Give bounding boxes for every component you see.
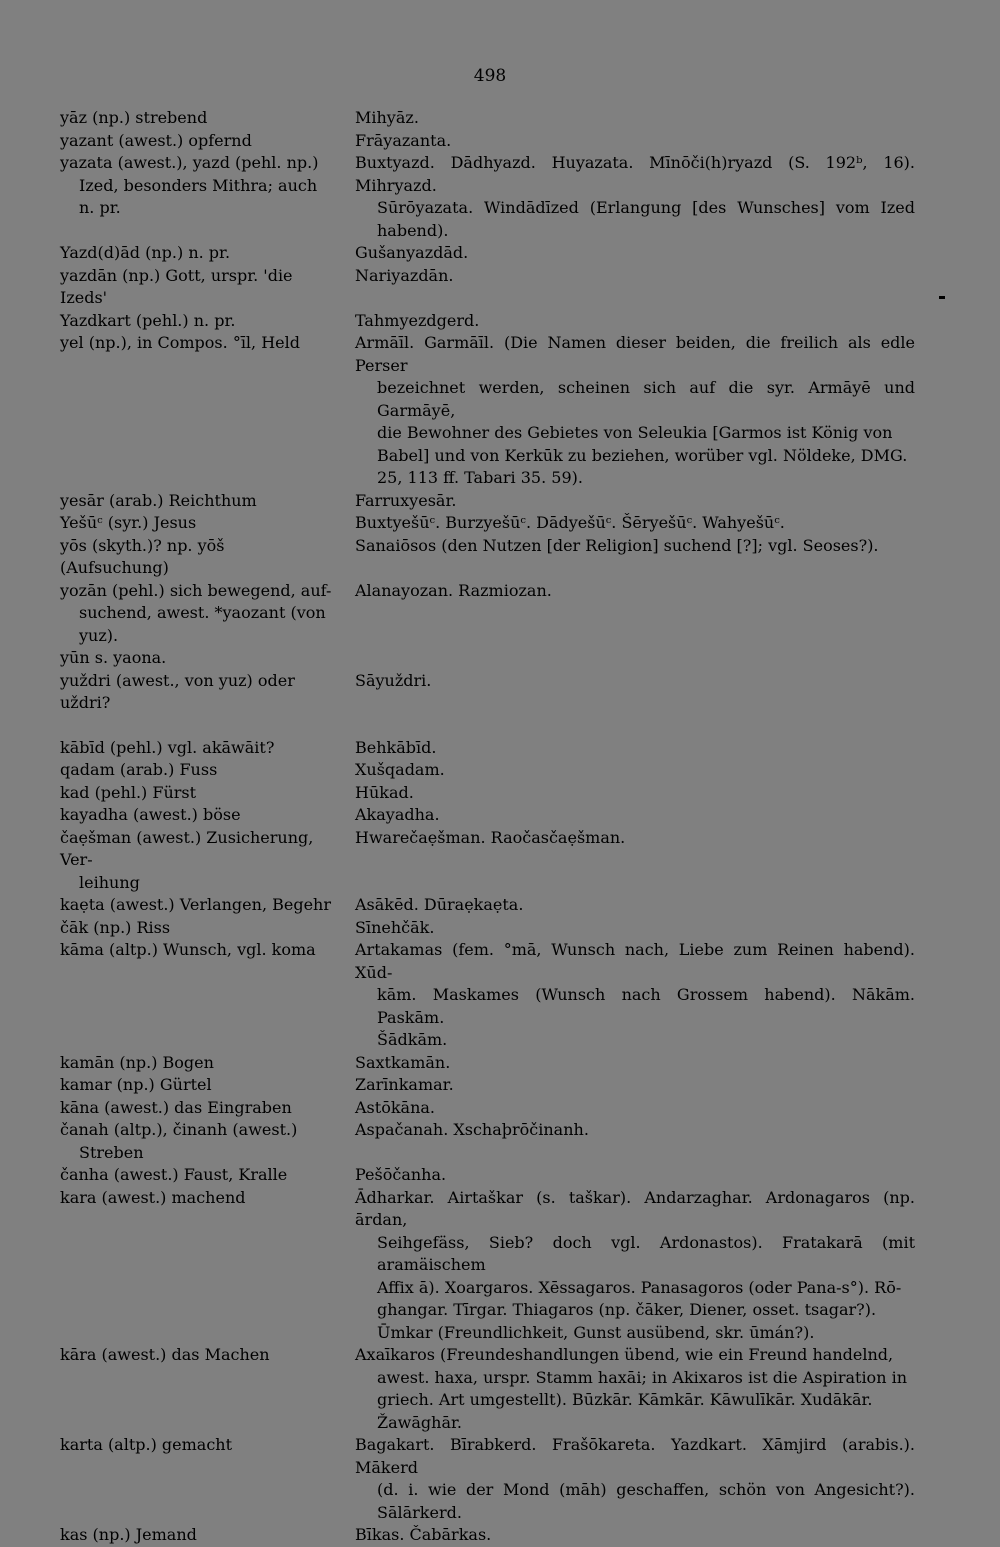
entry-lemma <box>60 310 332 333</box>
names-line: Artakamas (fem. °mā, Wunsch nach, Liebe zum Reinen habend). Xūd- <box>355 940 915 982</box>
names-line: Zarīnkamar. <box>355 1075 454 1094</box>
entry-lemma <box>60 647 332 670</box>
lemma-line: kara (awest.) machend <box>60 1187 246 1207</box>
names-line: Pešōčanha. <box>355 1165 447 1184</box>
entry-names <box>355 1187 915 1345</box>
entry-lemma <box>60 1097 332 1120</box>
entry-lemma <box>60 265 332 310</box>
lemma-line: čanha (awest.) Faust, Kralle <box>60 1165 288 1184</box>
names-line: Affix ā). Xoargaros. Xēssagaros. Panasagoros (oder Pana-s°). Rō- <box>377 1277 902 1297</box>
entry-names <box>355 917 915 940</box>
lemma-line: yuždri (awest., von yuz) oder uždri? <box>60 670 295 712</box>
names-line: Žawāghār. <box>377 1412 462 1432</box>
names-line: Bagakart. Bīrabkerd. Frašōkareta. Yazdkart. Xāmjird (arabis.). Mākerd <box>355 1435 915 1477</box>
entry-names <box>355 490 915 513</box>
names-line: Sūrōyazata. Windādīzed (Erlangung [des Wunsches] vom Ized habend). <box>377 198 915 240</box>
entry-row <box>60 1344 930 1434</box>
entry-names <box>355 804 915 827</box>
lemma-line: kamar (np.) Gürtel <box>60 1075 212 1094</box>
names-line: Hūkad. <box>355 782 414 802</box>
entry-row <box>60 1097 930 1120</box>
entry-row <box>60 917 930 940</box>
lemma-line: kas (np.) Jemand <box>60 1525 197 1544</box>
names-line: awest. haxa, urspr. Stamm haxāi; in Akixaros ist die Aspiration in <box>377 1367 907 1387</box>
entry-lemma <box>60 827 332 895</box>
entry-lemma <box>60 107 332 130</box>
entry-row <box>60 580 930 648</box>
entry-row <box>60 242 930 265</box>
lemma-line: kāma (altp.) Wunsch, vgl. koma <box>60 940 316 959</box>
entry-row <box>60 827 930 895</box>
names-line: ghangar. Tīrgar. Thiagaros (np. čāker, Diener, osset. tsagar?). <box>377 1300 877 1319</box>
entry-lemma <box>60 580 332 648</box>
entry-names <box>355 1524 915 1547</box>
entry-names <box>355 265 915 288</box>
lemma-line: Streben <box>79 1142 144 1162</box>
lemma-line: qadam (arab.) Fuss <box>60 760 218 779</box>
entry-names <box>355 1164 915 1187</box>
names-line: Aspačanah. Xschaþrōčinanh. <box>355 1120 589 1139</box>
entry-lemma <box>60 1344 332 1367</box>
entry-row <box>60 670 930 715</box>
names-line: Farruxyesār. <box>355 490 457 510</box>
entry-lemma <box>60 759 332 782</box>
entry-lemma <box>60 152 332 220</box>
entry-row <box>60 130 930 153</box>
names-line: Sanaiōsos (den Nutzen [der Religion] suchend [?]; vgl. Seoses?). <box>355 535 879 555</box>
page-number: 498 <box>473 66 507 86</box>
names-line: Ādharkar. Airtaškar (s. taškar). Andarzaghar. Ardonagaros (np. ārdan, <box>355 1187 915 1229</box>
entry-lemma <box>60 1434 332 1457</box>
names-line: Bīkas. Čabārkas. <box>355 1525 492 1544</box>
entry-row <box>60 1074 930 1097</box>
entry-names <box>355 1074 915 1097</box>
lemma-line: yozān (pehl.) sich bewegend, auf- <box>60 580 332 600</box>
entry-names <box>355 670 915 693</box>
names-line: Buxtyešūᶜ. Burzyešūᶜ. Dādyešūᶜ. Šēryešūᶜ. Wahyešūᶜ. <box>355 513 785 532</box>
entry-names <box>355 894 915 917</box>
entry-row <box>60 332 930 490</box>
lemma-line: yel (np.), in Compos. °īl, Held <box>60 333 300 352</box>
entry-lemma <box>60 670 332 715</box>
names-line: kām. Maskames (Wunsch nach Grossem habend). Nākām. Paskām. <box>377 985 915 1027</box>
entry-row <box>60 512 930 535</box>
entry-lemma <box>60 242 332 265</box>
entry-lemma <box>60 782 332 805</box>
names-line: Armāīl. Garmāīl. (Die Namen dieser beiden, die freilich als edle Perser <box>355 333 915 375</box>
entry-names <box>355 152 915 242</box>
entry-names <box>355 759 915 782</box>
names-line: Buxtyazd. Dādhyazd. Huyazata. Mīnōči(h)ryazd (S. 192ᵇ, 16). Mihryazd. <box>355 153 915 195</box>
names-line: Sāyuždri. <box>355 670 432 690</box>
lemma-line: suchend, awest. *yaozant (von <box>79 603 326 622</box>
names-line: Saxtkamān. <box>355 1052 451 1072</box>
entry-names <box>355 1119 915 1142</box>
entry-row <box>60 759 930 782</box>
entry-names <box>355 242 915 265</box>
entry-row <box>60 1164 930 1187</box>
entry-row <box>60 647 930 670</box>
lemma-line: kayadha (awest.) böse <box>60 805 241 824</box>
lemma-line: yuz). <box>79 625 119 645</box>
entry-row <box>60 1187 930 1345</box>
entry-lemma <box>60 804 332 827</box>
names-line: Šādkām. <box>377 1030 448 1049</box>
entry-names <box>355 332 915 490</box>
names-line: Frāyazanta. <box>355 130 452 150</box>
lemma-line: yazant (awest.) opfernd <box>60 130 252 150</box>
lemma-line: Yazdkart (pehl.) n. pr. <box>60 310 236 330</box>
entry-lemma <box>60 1524 332 1547</box>
entry-row <box>60 737 930 760</box>
entry-lemma <box>60 535 332 580</box>
entry-row <box>60 490 930 513</box>
entry-lemma <box>60 332 332 355</box>
entry-lemma <box>60 130 332 153</box>
names-line: griech. Art umgestellt). Būzkār. Kāmkār. Kāwulīkār. Xudākār. <box>377 1390 873 1409</box>
lemma-line: čanah (altp.), činanh (awest.) <box>60 1120 298 1139</box>
entry-row <box>60 152 930 242</box>
names-line: Alanayozan. Razmiozan. <box>355 580 552 600</box>
entry-row <box>60 804 930 827</box>
names-line: Sīnehčāk. <box>355 917 435 937</box>
entry-lemma <box>60 894 332 917</box>
entry-row <box>60 1524 930 1547</box>
entry-names <box>355 782 915 805</box>
entry-row <box>60 310 930 333</box>
entry-row <box>60 894 930 917</box>
lemma-line: yāz (np.) strebend <box>60 108 208 127</box>
names-line: 25, 113 ff. Tabari 35. 59). <box>377 468 583 487</box>
names-line: Gušanyazdād. <box>355 243 469 262</box>
entry-names <box>355 1052 915 1075</box>
entry-lemma <box>60 512 332 535</box>
lemma-line: yesār (arab.) Reichthum <box>60 490 257 510</box>
entry-row <box>60 265 930 310</box>
margin-mark <box>939 296 945 299</box>
entry-row <box>60 107 930 130</box>
names-line: Tahmyezdgerd. <box>355 310 480 330</box>
names-line: Astōkāna. <box>355 1097 435 1117</box>
entry-names <box>355 107 915 130</box>
entry-row <box>60 939 930 1052</box>
entry-lemma <box>60 490 332 513</box>
names-line: Nariyazdān. <box>355 265 454 285</box>
names-line: Xušqadam. <box>355 760 445 779</box>
names-line: die Bewohner des Gebietes von Seleukia [Garmos ist König von <box>377 423 893 442</box>
names-line: Axaīkaros (Freundeshandlungen übend, wie ein Freund handelnd, <box>355 1345 894 1364</box>
names-line: (d. i. wie der Mond (māh) geschaffen, schön von Angesicht?). Sālārkerd. <box>377 1480 915 1522</box>
entry-names <box>355 827 915 850</box>
entry-names <box>355 310 915 333</box>
names-line: Seihgefäss, Sieb? doch vgl. Ardonastos). Fratakarā (mit aramäischem <box>377 1232 915 1274</box>
entry-names <box>355 535 915 558</box>
names-line: Hwarečaẹšman. Raočasčaẹšman. <box>355 827 626 847</box>
entry-row <box>60 1434 930 1524</box>
entry-lemma <box>60 1164 332 1187</box>
entry-names <box>355 939 915 1052</box>
entry-names <box>355 1097 915 1120</box>
lemma-line: kāna (awest.) das Eingraben <box>60 1097 292 1117</box>
lemma-line: kamān (np.) Bogen <box>60 1052 214 1072</box>
lemma-line: yūn s. yaona. <box>60 648 167 667</box>
entry-lemma <box>60 1119 332 1164</box>
lemma-line: kābīd (pehl.) vgl. akāwāit? <box>60 737 275 757</box>
lemma-line: čāk (np.) Riss <box>60 917 171 937</box>
entry-row <box>60 535 930 580</box>
entry-lemma <box>60 1052 332 1075</box>
names-line: Ūmkar (Freundlichkeit, Gunst ausübend, skr. ūmán?). <box>377 1322 815 1342</box>
entry-names <box>355 580 915 603</box>
entry-lemma <box>60 939 332 962</box>
lemma-line: yōs (skyth.)? np. yōš (Aufsuchung) <box>60 535 225 577</box>
lemma-line: leihung <box>79 872 140 892</box>
entry-lemma <box>60 1187 332 1210</box>
entry-names <box>355 1344 915 1434</box>
lemma-line: yazata (awest.), yazd (pehl. np.) <box>60 153 319 172</box>
lemma-line: Ized, besonders Mithra; auch <box>79 175 318 195</box>
entry-row <box>60 1119 930 1164</box>
names-line: Asākēd. Dūraẹkaẹta. <box>355 895 524 914</box>
lemma-line: karta (altp.) gemacht <box>60 1435 233 1454</box>
lemma-line: kāra (awest.) das Machen <box>60 1345 270 1364</box>
names-line: Behkābīd. <box>355 737 437 757</box>
lemma-line: n. pr. <box>79 198 121 217</box>
entry-lemma <box>60 737 332 760</box>
names-line: Mihyāz. <box>355 108 419 127</box>
entry-names <box>355 130 915 153</box>
entry-lemma <box>60 917 332 940</box>
names-line: Akayadha. <box>355 805 440 824</box>
names-line: bezeichnet werden, scheinen sich auf die syr. Armāyē und Garmāyē, <box>377 378 915 420</box>
lemma-line: Yazd(d)ād (np.) n. pr. <box>60 243 231 262</box>
lemma-line: kad (pehl.) Fürst <box>60 782 197 802</box>
lemma-line: kaẹta (awest.) Verlangen, Begehr <box>60 895 331 914</box>
lemma-line: yazdān (np.) Gott, urspr. 'die Izeds' <box>60 265 293 307</box>
entry-names <box>355 1434 915 1524</box>
entry-lemma <box>60 1074 332 1097</box>
entry-list <box>60 107 930 1547</box>
entry-names <box>355 737 915 760</box>
entry-row <box>60 1052 930 1075</box>
lemma-line: čaẹšman (awest.) Zusicherung, Ver- <box>60 827 314 869</box>
lemma-line: Yešūᶜ (syr.) Jesus <box>60 513 197 532</box>
entry-names <box>355 512 915 535</box>
names-line: Babel] und von Kerkūk zu beziehen, worüber vgl. Nöldeke, DMG. <box>377 445 908 465</box>
entry-row <box>60 782 930 805</box>
